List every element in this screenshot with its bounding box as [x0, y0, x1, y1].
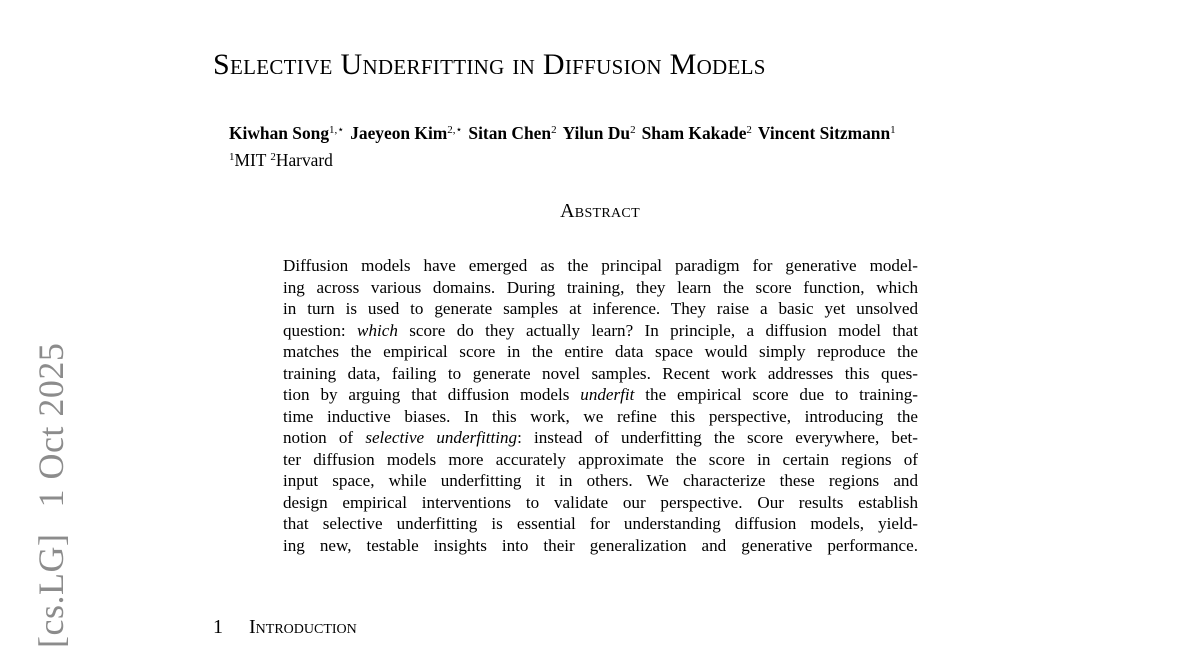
- author-affiliation-mark: 2: [630, 124, 636, 136]
- arxiv-category: [cs.LG]: [31, 533, 71, 648]
- abstract-line: ter diffusion models more accurately approximate the score in certain regions of: [283, 449, 918, 469]
- author-affiliation-mark: 2: [746, 124, 752, 136]
- abstract-line: matches the empirical score in the entire data space would simply reproduce the: [283, 342, 918, 361]
- arxiv-side-stamp: [30, 343, 72, 648]
- author-name: [350, 123, 462, 143]
- author-name-text: Vincent Sitzmann: [757, 123, 891, 143]
- author-affiliation-mark: 1: [890, 124, 896, 136]
- abstract-line: time inductive biases. In this work, we refine this perspective, introducing the: [283, 406, 918, 426]
- author-affiliation-mark: 1,⋆: [329, 124, 345, 136]
- affiliation: [229, 150, 266, 170]
- affiliation-list: [229, 150, 333, 171]
- affiliation-name: MIT: [234, 150, 267, 170]
- author-name-text: Sham Kakade: [641, 123, 747, 143]
- section-heading: [213, 616, 357, 639]
- author-name: [468, 123, 556, 143]
- abstract-line: ing new, testable insights into their generalization and generative performance.: [283, 535, 918, 555]
- author-name-text: Yilun Du: [562, 123, 631, 143]
- abstract-line: tion by arguing that diffusion models underfit the empirical score due to training-: [283, 385, 918, 404]
- affiliation-mark: 2: [270, 151, 276, 163]
- author-name: [642, 123, 752, 143]
- author-name: [229, 123, 344, 143]
- affiliation-mark: 1: [229, 151, 235, 163]
- section-number: 1: [213, 616, 223, 638]
- paper-title: Selective Underfitting in Diffusion Models: [213, 48, 766, 81]
- author-name: [758, 123, 896, 143]
- emphasized-term: underfit: [580, 385, 635, 404]
- abstract-line: Diffusion models have emerged as the principal paradigm for generative model-: [283, 256, 918, 275]
- affiliation: [270, 150, 332, 170]
- abstract-line: input space, while underfitting it in others. We characterize these regions and: [283, 471, 918, 490]
- abstract-line: ing across various domains. During training, they learn the score function, which: [283, 277, 918, 297]
- author-affiliation-mark: 2: [551, 124, 557, 136]
- section-title: Introduction: [249, 616, 357, 638]
- author-name: [563, 123, 636, 143]
- abstract-line: notion of selective underfitting: instead of underfitting the score everywhere, bet-: [283, 428, 919, 447]
- arxiv-date: 1 Oct 2025: [31, 342, 71, 508]
- author-name-text: Sitan Chen: [468, 123, 552, 143]
- abstract-line: training data, failing to generate novel samples. Recent work addresses this ques-: [283, 363, 918, 383]
- abstract-heading: Abstract: [560, 200, 640, 222]
- emphasized-term: which: [357, 320, 398, 340]
- abstract-body: [283, 255, 918, 556]
- abstract-line: question: which score do they actually learn? In principle, a diffusion model that: [283, 320, 918, 340]
- abstract-line: design empirical interventions to validate our perspective. Our results establish: [283, 492, 918, 512]
- author-name-text: Jaeyeon Kim: [350, 123, 448, 143]
- emphasized-term: selective underfitting: [365, 428, 518, 447]
- author-list: [229, 123, 896, 144]
- abstract-line: that selective underfitting is essential for understanding diffusion models, yield-: [283, 514, 918, 533]
- affiliation-name: Harvard: [275, 150, 333, 170]
- author-name-text: Kiwhan Song: [229, 123, 330, 143]
- abstract-line: in turn is used to generate samples at inference. They raise a basic yet unsolved: [283, 299, 918, 318]
- author-affiliation-mark: 2,⋆: [447, 124, 463, 136]
